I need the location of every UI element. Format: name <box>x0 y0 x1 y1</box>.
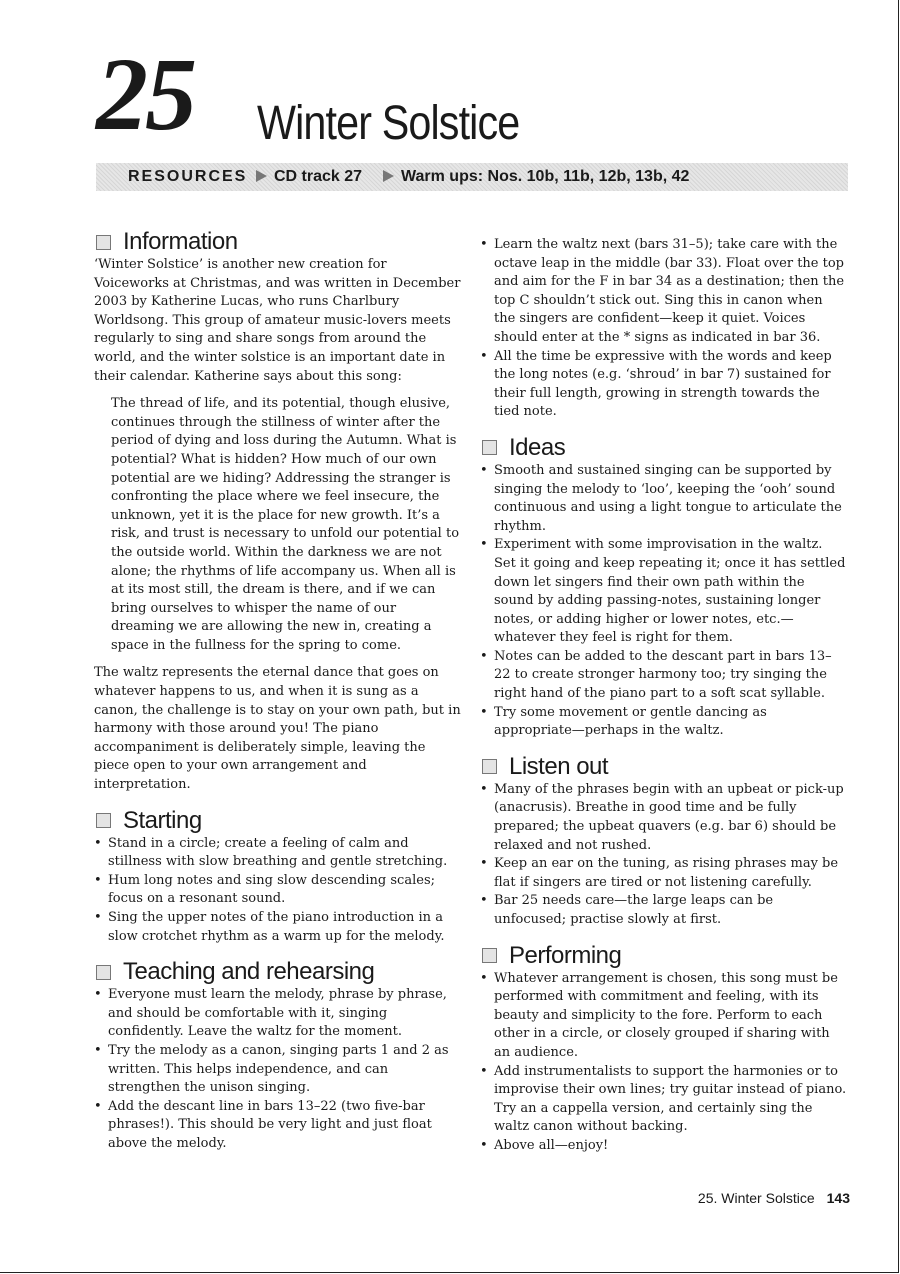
starting-list <box>94 835 462 947</box>
checkbox-square-icon <box>96 235 111 250</box>
section-heading-teaching <box>94 958 462 986</box>
page-number: 143 <box>826 1190 850 1206</box>
list-item: • Keep an ear on the tuning, as rising phrases may be flat if singers are tired or not listening carefully. <box>480 855 848 892</box>
list-item: • Add instrumentalists to support the harmonies or to improvise their own lines; try guitar instead of piano. Try an a cappella version, and certainly sing the waltz canon without backing. <box>480 1063 848 1137</box>
section-heading-starting <box>94 807 462 835</box>
checkbox-square-icon <box>482 759 497 774</box>
list-item: • Hum long notes and sing slow descending scales; focus on a resonant sound. <box>94 872 462 909</box>
teaching-heading: Teaching and rehearsing <box>123 958 375 986</box>
resources-label: RESOURCES <box>128 168 248 185</box>
list-item: • Try the melody as a canon, singing parts 1 and 2 as written. This helps independence, and can strengthen the unison singing. <box>94 1042 462 1098</box>
section-heading-performing <box>480 942 848 970</box>
listen-list <box>480 781 848 930</box>
ideas-heading: Ideas <box>509 433 566 461</box>
left-column <box>94 228 462 1154</box>
page-footer <box>698 1190 850 1206</box>
information-quote: The thread of life, and its potential, though elusive, continues through the stillness of winter after the period of dying and loss during the Autumn. What is potential? What is hidden? How much of our own potential are we hiding? Addressing the stranger is confronting the place where we feel insecure, the unknown, yet it is the place for new growth. It’s a risk, and trust is necessary to unfold our potential to the outside world. Within the darkness we are not alone; the rhythms of life accompany us. When all is at its most still, the dream is there, and if we can bring ourselves to whisper the name of our dreaming we are allowing the new in, creating a space in the fullness for the spring to come. <box>111 396 460 653</box>
list-item: • Above all—enjoy! <box>480 1137 848 1156</box>
section-heading-information <box>94 228 462 256</box>
play-triangle-icon <box>383 170 394 182</box>
footer-title: 25. Winter Solstice <box>697 1190 815 1206</box>
performing-list <box>480 970 848 1156</box>
checkbox-square-icon <box>96 813 111 828</box>
teaching-list-continued <box>480 236 848 422</box>
right-column <box>480 228 848 1156</box>
list-item: • Whatever arrangement is chosen, this song must be performed with commitment and feeling, with its beauty and simplicity to the fore. Perform to each other in a circle, or closely grouped if sharing with an audience. <box>480 970 848 1063</box>
checkbox-square-icon <box>96 965 111 980</box>
chapter-number: 25 <box>96 37 194 152</box>
ideas-list <box>480 462 848 741</box>
list-item: • Many of the phrases begin with an upbeat or pick-up (anacrusis). Breathe in good time and be fully prepared; the upbeat quavers (e.g. bar 6) should be relaxed and not rushed. <box>480 781 848 855</box>
play-triangle-icon <box>256 170 267 182</box>
checkbox-square-icon <box>482 440 497 455</box>
section-heading-ideas <box>480 434 848 462</box>
list-item: • All the time be expressive with the words and keep the long notes (e.g. ‘shroud’ in bar 7) sustained for their full length, growing in strength towards the tied note. <box>480 348 848 422</box>
information-paragraph-2: The waltz represents the eternal dance that goes on whatever happens to us, and when it is sung as a canon, the challenge is to stay on your own path, but in harmony with those around you! The piano accompaniment is deliberately simple, leaving the piece open to your own arrangement and interpretation. <box>94 665 461 793</box>
warm-ups <box>383 163 689 191</box>
list-item: • Sing the upper notes of the piano introduction in a slow crotchet rhythm as a warm up for the melody. <box>94 909 462 946</box>
list-item: • Everyone must learn the melody, phrase by phrase, and should be comfortable with it, singing confidently. Leave the waltz for the moment. <box>94 986 462 1042</box>
resources-bar <box>96 163 848 191</box>
list-item: • Smooth and sustained singing can be supported by singing the melody to ‘loo’, keeping the ‘ooh’ sound continuous and using a light tongue to articulate the rhythm. <box>480 462 848 536</box>
chapter-title: Winter Solstice <box>257 97 520 150</box>
list-item: • Try some movement or gentle dancing as appropriate—perhaps in the waltz. <box>480 704 848 741</box>
list-item: • Add the descant line in bars 13–22 (two five-bar phrases!). This should be very light and just float above the melody. <box>94 1098 462 1154</box>
cd-track <box>256 163 362 191</box>
warm-ups-text: Warm ups: Nos. 10b, 11b, 12b, 13b, 42 <box>401 168 690 185</box>
information-heading: Information <box>123 228 238 255</box>
information-paragraph-1: ‘Winter Solstice’ is another new creation for Voiceworks at Christmas, and was written in December 2003 by Katherine Lucas, who runs Charlbury Worldsong. This group of amateur music-lovers meets regularly to sing and share songs from around the world, and the winter solstice is an important date in their calendar. Katherine says about this song: <box>94 257 461 384</box>
starting-heading: Starting <box>123 806 202 834</box>
checkbox-square-icon <box>482 948 497 963</box>
teaching-list <box>94 986 462 1153</box>
cd-track-text: CD track 27 <box>274 168 363 185</box>
listen-heading: Listen out <box>509 752 609 780</box>
list-item: • Learn the waltz next (bars 31–5); take care with the octave leap in the middle (bar 33). Float over the top and aim for the F in bar 34 as a destination; then the top C shouldn’t stick out. Sing this in canon when the singers are confident—keep it quiet. Voices should enter at the * signs as indicated in bar 36. <box>480 236 848 348</box>
performing-heading: Performing <box>509 941 622 969</box>
list-item: • Stand in a circle; create a feeling of calm and stillness with slow breathing and gentle stretching. <box>94 835 462 872</box>
list-item: • Experiment with some improvisation in the waltz. Set it going and keep repeating it; once it has settled down let singers find their own path within the sound by adding passing-notes, sustaining longer notes, or adding higher or lower notes, etc.—whatever they feel is right for them. <box>480 536 848 648</box>
list-item: • Bar 25 needs care—the large leaps can be unfocused; practise slowly at first. <box>480 892 848 929</box>
section-heading-listen <box>480 753 848 781</box>
list-item: • Notes can be added to the descant part in bars 13–22 to create stronger harmony too; try singing the right hand of the piano part to a soft scat syllable. <box>480 648 848 704</box>
